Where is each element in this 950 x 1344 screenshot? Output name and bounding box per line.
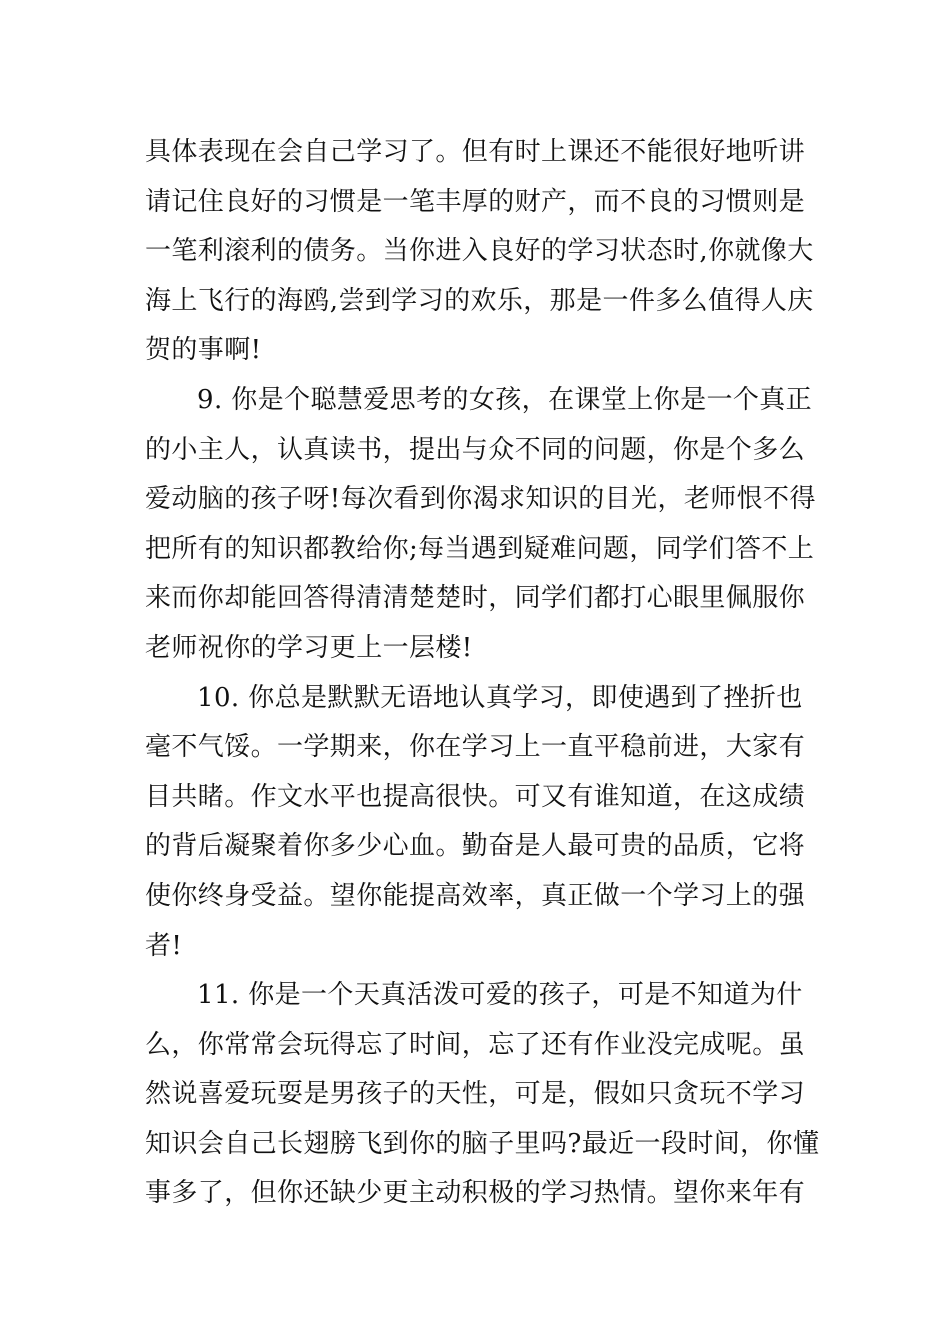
- text-line: 事多了，但你还缺少更主动积极的学习热情。望你来年有: [145, 1178, 806, 1209]
- text-line: 目共睹。作文水平也提高很快。可又有谁知道，在这成绩: [145, 781, 806, 812]
- text-line: 老师祝你的学习更上一层楼!: [145, 632, 473, 663]
- text-line: 一笔利滚利的债务。当你进入良好的学习状态时,你就像大: [145, 236, 814, 267]
- body-text: [145, 128, 820, 1219]
- text-line: 把所有的知识都教给你;每当遇到疑难问题，同学们答不上: [145, 533, 815, 564]
- text-line: 请记住良好的习惯是一笔丰厚的财产，而不良的习惯则是: [145, 186, 806, 217]
- text-line: 的小主人，认真读书，提出与众不同的问题，你是个多么: [145, 434, 806, 465]
- paragraph-start-line: 11. 你是一个天真活泼可爱的孩子，可是不知道为什: [197, 980, 803, 1011]
- text-line: 海上飞行的海鸥,尝到学习的欢乐，那是一件多么值得人庆: [145, 285, 814, 316]
- text-line: 具体表现在会自己学习了。但有时上课还不能很好地听讲: [145, 137, 806, 167]
- paragraph-start-line: 9. 你是个聪慧爱思考的女孩，在课堂上你是一个真正: [197, 384, 813, 415]
- text-line: 毫不气馁。一学期来，你在学习上一直平稳前进，大家有: [145, 732, 806, 763]
- text-line: 的背后凝聚着你多少心血。勤奋是人最可贵的品质，它将: [145, 831, 806, 862]
- text-line: 么，你常常会玩得忘了时间，忘了还有作业没完成呢。虽: [145, 1029, 806, 1060]
- text-line: 使你终身受益。望你能提高效率，真正做一个学习上的强: [145, 880, 806, 911]
- text-line: 然说喜爱玩耍是男孩子的天性，可是，假如只贪玩不学习: [145, 1079, 806, 1110]
- text-line: 贺的事啊!: [145, 335, 262, 366]
- text-line: 知识会自己长翅膀飞到你的脑子里吗?最近一段时间，你懂: [145, 1128, 820, 1159]
- text-line: 爱动脑的孩子呀!每次看到你渴求知识的目光，老师恨不得: [145, 484, 816, 515]
- text-line: 者!: [145, 930, 183, 961]
- paragraph-start-line: 10. 你总是默默无语地认真学习，即使遇到了挫折也: [197, 682, 803, 713]
- text-line: 来而你却能回答得清清楚楚时，同学们都打心眼里佩服你: [145, 583, 806, 614]
